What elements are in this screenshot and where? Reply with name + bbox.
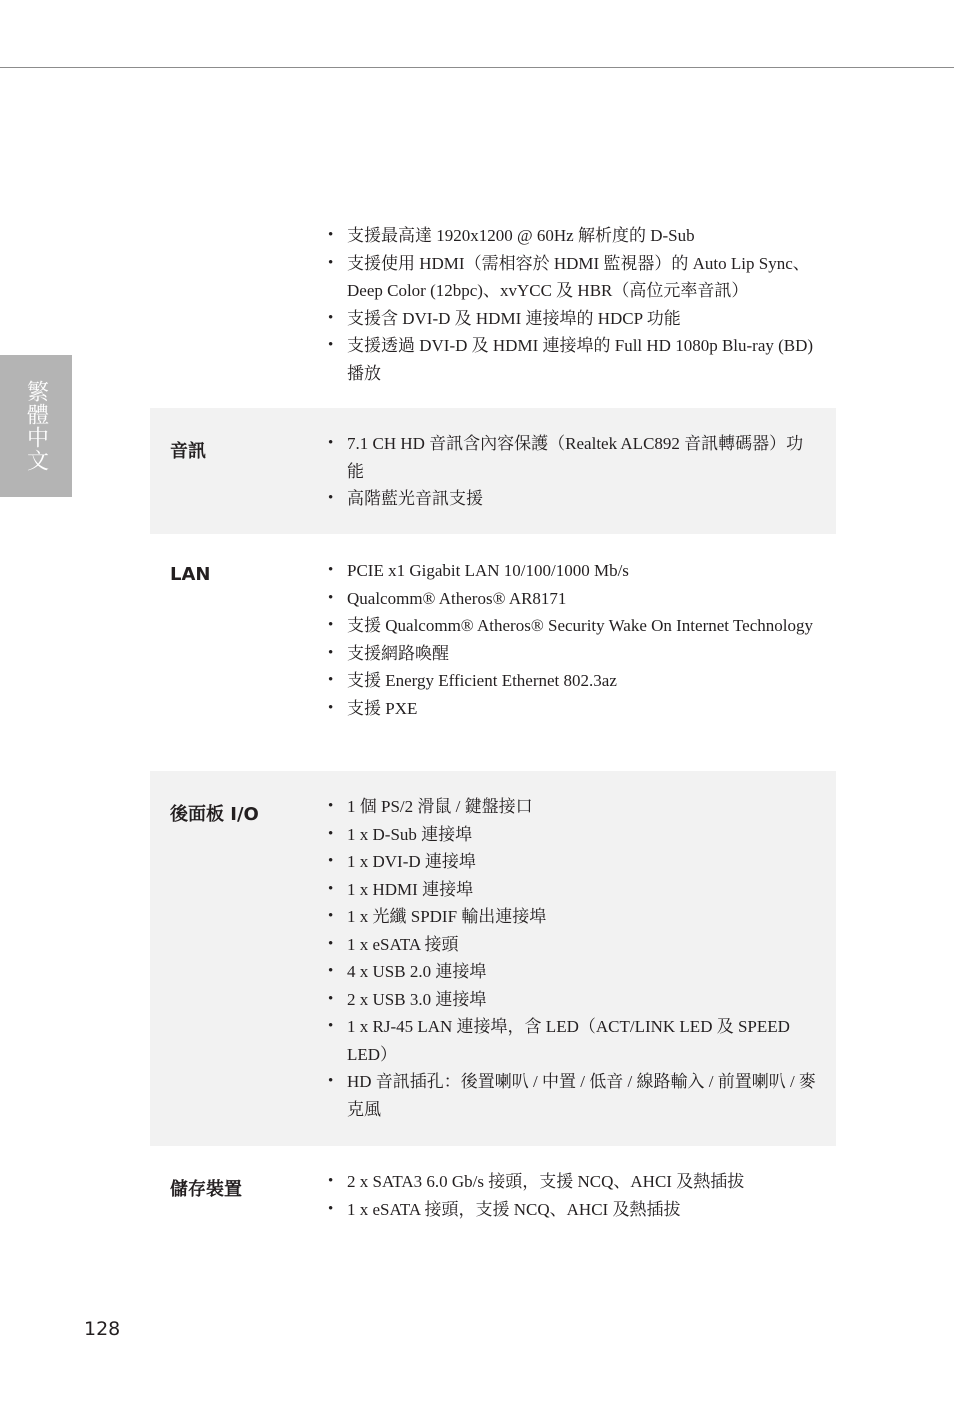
page-number: 128 xyxy=(84,1318,121,1340)
list-item: • 1 x eSATA 接頭，支援 NCQ、AHCI 及熱插拔 xyxy=(328,1196,818,1224)
list-item: • 2 x SATA3 6.0 Gb/s 接頭，支援 NCQ、AHCI 及熱插拔 xyxy=(328,1168,818,1196)
list-item: • 支援 Energy Efficient Ethernet 802.3az xyxy=(328,667,818,695)
list-item: • HD 音訊插孔：後置喇叭 / 中置 / 低音 / 線路輸入 / 前置喇叭 / 麥克風 xyxy=(328,1068,818,1123)
section-label: LAN xyxy=(170,564,211,585)
list-item: • 1 x DVI-D 連接埠 xyxy=(328,848,818,876)
list-item: • 支援含 DVI-D 及 HDMI 連接埠的 HDCP 功能 xyxy=(328,305,818,333)
section-label: 後面板 I/O xyxy=(170,804,259,825)
spec-list xyxy=(328,222,818,387)
list-item: • 1 x eSATA 接頭 xyxy=(328,931,818,959)
list-item: • 4 x USB 2.0 連接埠 xyxy=(328,958,818,986)
list-item: • Qualcomm® Atheros® AR8171 xyxy=(328,585,818,613)
list-item: • 支援使用 HDMI（需相容於 HDMI 監視器）的 Auto Lip Sync、Deep Color (12bpc)、xvYCC 及 HBR（高位元率音訊） xyxy=(328,250,818,305)
header-rule xyxy=(0,67,954,68)
list-item: • 1 個 PS/2 滑鼠 / 鍵盤接口 xyxy=(328,793,818,821)
section-label: 儲存裝置 xyxy=(170,1179,242,1200)
spec-list xyxy=(328,557,818,722)
list-item: • 支援 Qualcomm® Atheros® Security Wake On Internet Technology xyxy=(328,612,818,640)
list-item: • 1 x 光纖 SPDIF 輸出連接埠 xyxy=(328,903,818,931)
spec-section-lan xyxy=(150,534,836,771)
language-tab-label: 繁體中文 xyxy=(23,380,49,472)
language-side-tab xyxy=(0,355,72,497)
list-item: • 支援 PXE xyxy=(328,695,818,723)
spec-list xyxy=(328,1168,818,1223)
spec-section-rear-io xyxy=(150,771,836,1146)
list-item: • 支援透過 DVI-D 及 HDMI 連接埠的 Full HD 1080p Blu-ray (BD) 播放 xyxy=(328,332,818,387)
spec-section-video xyxy=(150,220,836,400)
spec-list xyxy=(328,430,818,513)
list-item: • 7.1 CH HD 音訊含內容保護（Realtek ALC892 音訊轉碼器）功能 xyxy=(328,430,818,485)
section-label: 音訊 xyxy=(170,441,206,462)
list-item: • 高階藍光音訊支援 xyxy=(328,485,818,513)
spec-section-audio xyxy=(150,408,836,534)
spec-list xyxy=(328,793,818,1123)
list-item: • 1 x RJ-45 LAN 連接埠，含 LED（ACT/LINK LED 及 SPEED LED） xyxy=(328,1013,818,1068)
spec-section-storage xyxy=(150,1146,836,1246)
list-item: • 1 x D-Sub 連接埠 xyxy=(328,821,818,849)
list-item: • 支援網路喚醒 xyxy=(328,640,818,668)
list-item: • 2 x USB 3.0 連接埠 xyxy=(328,986,818,1014)
list-item: • 支援最高達 1920x1200 @ 60Hz 解析度的 D-Sub xyxy=(328,222,818,250)
list-item: • 1 x HDMI 連接埠 xyxy=(328,876,818,904)
list-item: • PCIE x1 Gigabit LAN 10/100/1000 Mb/s xyxy=(328,557,818,585)
